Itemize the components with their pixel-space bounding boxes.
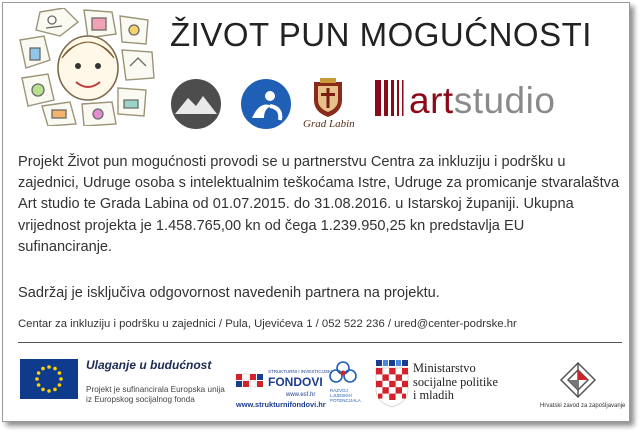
eu-cofinancing-note [86, 385, 225, 405]
hzz-logo-icon [558, 360, 598, 400]
responsibility-disclaimer: Sadržaj je isključiva odgovornost navedenih partnera na projektu. [18, 285, 440, 301]
ljp-line3: POTENCIJALA [330, 398, 361, 403]
art-studio-bars-icon [375, 80, 407, 116]
eu-note-line1: Projekt je sufinancirala Europska unija [86, 385, 225, 394]
ljp-line2: LJUDSKIH [330, 393, 352, 398]
ministry-line3: i mladih [413, 388, 454, 402]
sf-url-2: www.strukturnifondovi.hr [236, 400, 326, 409]
ministry-line1: Ministarstvo [413, 361, 476, 375]
contact-info: Centar za inkluziju i podršku u zajednici / Pula, Ujevićeva 1 / 052 522 236 / ured@center-podrske.hr [18, 318, 517, 330]
mountain-circle-logo [170, 78, 222, 130]
project-collage-logo [18, 8, 158, 126]
art-studio-logo [409, 80, 555, 122]
sf-name: FONDOVI [268, 375, 323, 389]
eu-slogan: Ulaganje u budućnost [86, 358, 212, 372]
footer-divider [18, 342, 622, 343]
ministry-line2: socijalne politike [413, 374, 498, 389]
grad-labin-coat-of-arms-icon [312, 78, 344, 118]
sf-url: www.esf.hr [286, 392, 316, 398]
croatian-coat-of-arms-icon [375, 360, 409, 408]
structural-funds-squares-icon [236, 370, 270, 392]
art-studio-logo-art: art [409, 80, 454, 121]
project-description: Projekt Život pun mogućnosti provodi se u partnerstvu Centra za inkluziju i podršku u zajednici, Udruge osoba s intelektualnim teškoćama Istre, Udruge za promicanje stvaralaštva Art studio te Grada Labina od 01.07.2015. do 31.08.2016. u Istarskoj županiji. Ukupna vrijednost projekta je 1.458.765,00 kn od čega 1.239.950,25 kn predstavlja EU sufinanciranje. [18, 154, 620, 255]
page-title: ŽIVOT PUN MOGUĆNOSTI [170, 16, 592, 53]
ministry-label [413, 362, 498, 403]
blue-figure-logo [240, 78, 292, 130]
ljudski-potencijali-flower-icon [327, 360, 359, 388]
grad-labin-label: Grad Labin [303, 118, 355, 130]
art-studio-logo-studio: studio [453, 80, 556, 121]
ljp-line1: RAZVOJ [330, 388, 348, 393]
eu-flag-icon [20, 359, 78, 399]
sf-top-line: STRUKTURNI I INVESTICIJSKI [268, 369, 333, 374]
ljp-label [330, 388, 361, 403]
hzz-label: Hrvatski zavod za zapošljavanje [540, 403, 626, 409]
eu-note-line2: iz Europskog socijalnog fonda [86, 395, 195, 404]
